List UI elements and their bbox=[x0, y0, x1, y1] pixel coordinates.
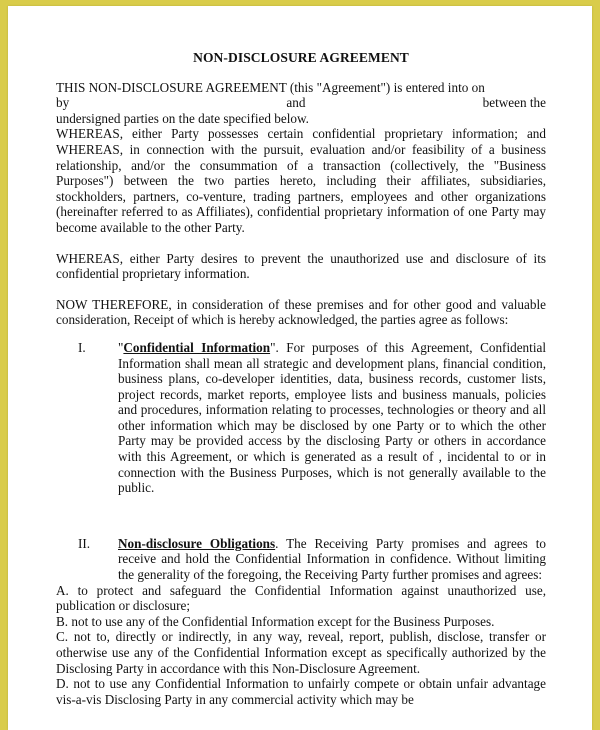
section-2-item-a: A. to protect and safeguard the Confidential Information against unauthorized use, publication or disclosure; bbox=[56, 582, 546, 614]
intro-between: between the bbox=[482, 95, 546, 111]
document-page bbox=[8, 6, 592, 730]
intro-line-3: undersigned parties on the date specified below. bbox=[56, 110, 309, 126]
now-therefore-paragraph: NOW THEREFORE, in consideration of these premises and for other good and valuable consideration, Receipt of which is hereby acknowledged, the parties agree as follows: bbox=[56, 296, 546, 328]
intro-line-1: THIS NON-DISCLOSURE AGREEMENT (this "Agreement") is entered into on bbox=[56, 79, 485, 95]
section-2-body: . The Receiving Party promises and agrees to receive and hold the Confidential Information in confidence. Without limiting the generality of the foregoing, the Receiving Party further promises and agrees: bbox=[118, 535, 546, 583]
section-1-number: I. bbox=[78, 339, 86, 355]
section-non-disclosure-obligations bbox=[56, 536, 546, 583]
intro-and: and bbox=[286, 95, 306, 111]
section-2-number: II. bbox=[78, 535, 91, 551]
section-1-body: ". For purposes of this Agreement, Confidential Information shall mean all strategic and development plans, financial condition, business plans, co-developer identities, data, business records, customer lists, project records, market reports, employee lists and business manuals, policies and procedures, information relating to processes, technologies or theory and all other information which may be disclosed by one Party or to which the other Party may be provided access by the disclosing Party or others in accordance with this Agreement, or which is generated as a result of , incidental to or in connection with the Business Purposes, which is not generally available to the public. bbox=[118, 339, 546, 496]
section-1-quote: " bbox=[118, 339, 124, 355]
section-2-item-d: D. not to use any Confidential Information to unfairly compete or obtain unfair advantage vis-a-vis Disclosing Party in any commercial activity which may be bbox=[56, 676, 546, 707]
section-2-item-c: C. not to, directly or indirectly, in any way, reveal, report, publish, disclose, transfer or otherwise use any of the Confidential Information except as specifically authorized by the Disclosing Party in accordance with this Non-Disclosure Agreement. bbox=[56, 629, 546, 676]
document-content bbox=[56, 50, 546, 707]
section-2-list bbox=[56, 583, 546, 708]
section-1-heading: Confidential Information bbox=[123, 339, 271, 355]
whereas-paragraph-2: WHEREAS, either Party desires to prevent the unauthorized use and disclosure of its confidential proprietary information. bbox=[56, 250, 546, 282]
section-confidential-information bbox=[56, 340, 546, 496]
document-title: NON-DISCLOSURE AGREEMENT bbox=[193, 50, 409, 65]
intro-by: by bbox=[56, 95, 70, 111]
section-2-heading: Non-disclosure Obligations bbox=[118, 535, 276, 551]
whereas-paragraph-1: WHEREAS, either Party possesses certain confidential proprietary information; and WHEREAS, in connection with the pursuit, evaluation and/or feasibility of a business relationship, and/or the consummation of a transaction (collectively, the "Business Purposes") between the two parties hereto, including their affiliates, subsidiaries, stockholders, partners, co-venture, trading partners, employees and other organizations (hereinafter referred to as Affiliates), confidential proprietary information of one Party may become available to the other Party. bbox=[56, 126, 546, 235]
intro-line-2 bbox=[56, 95, 546, 111]
section-2-item-b: B. not to use any of the Confidential Information except for the Business Purposes. bbox=[56, 613, 495, 629]
